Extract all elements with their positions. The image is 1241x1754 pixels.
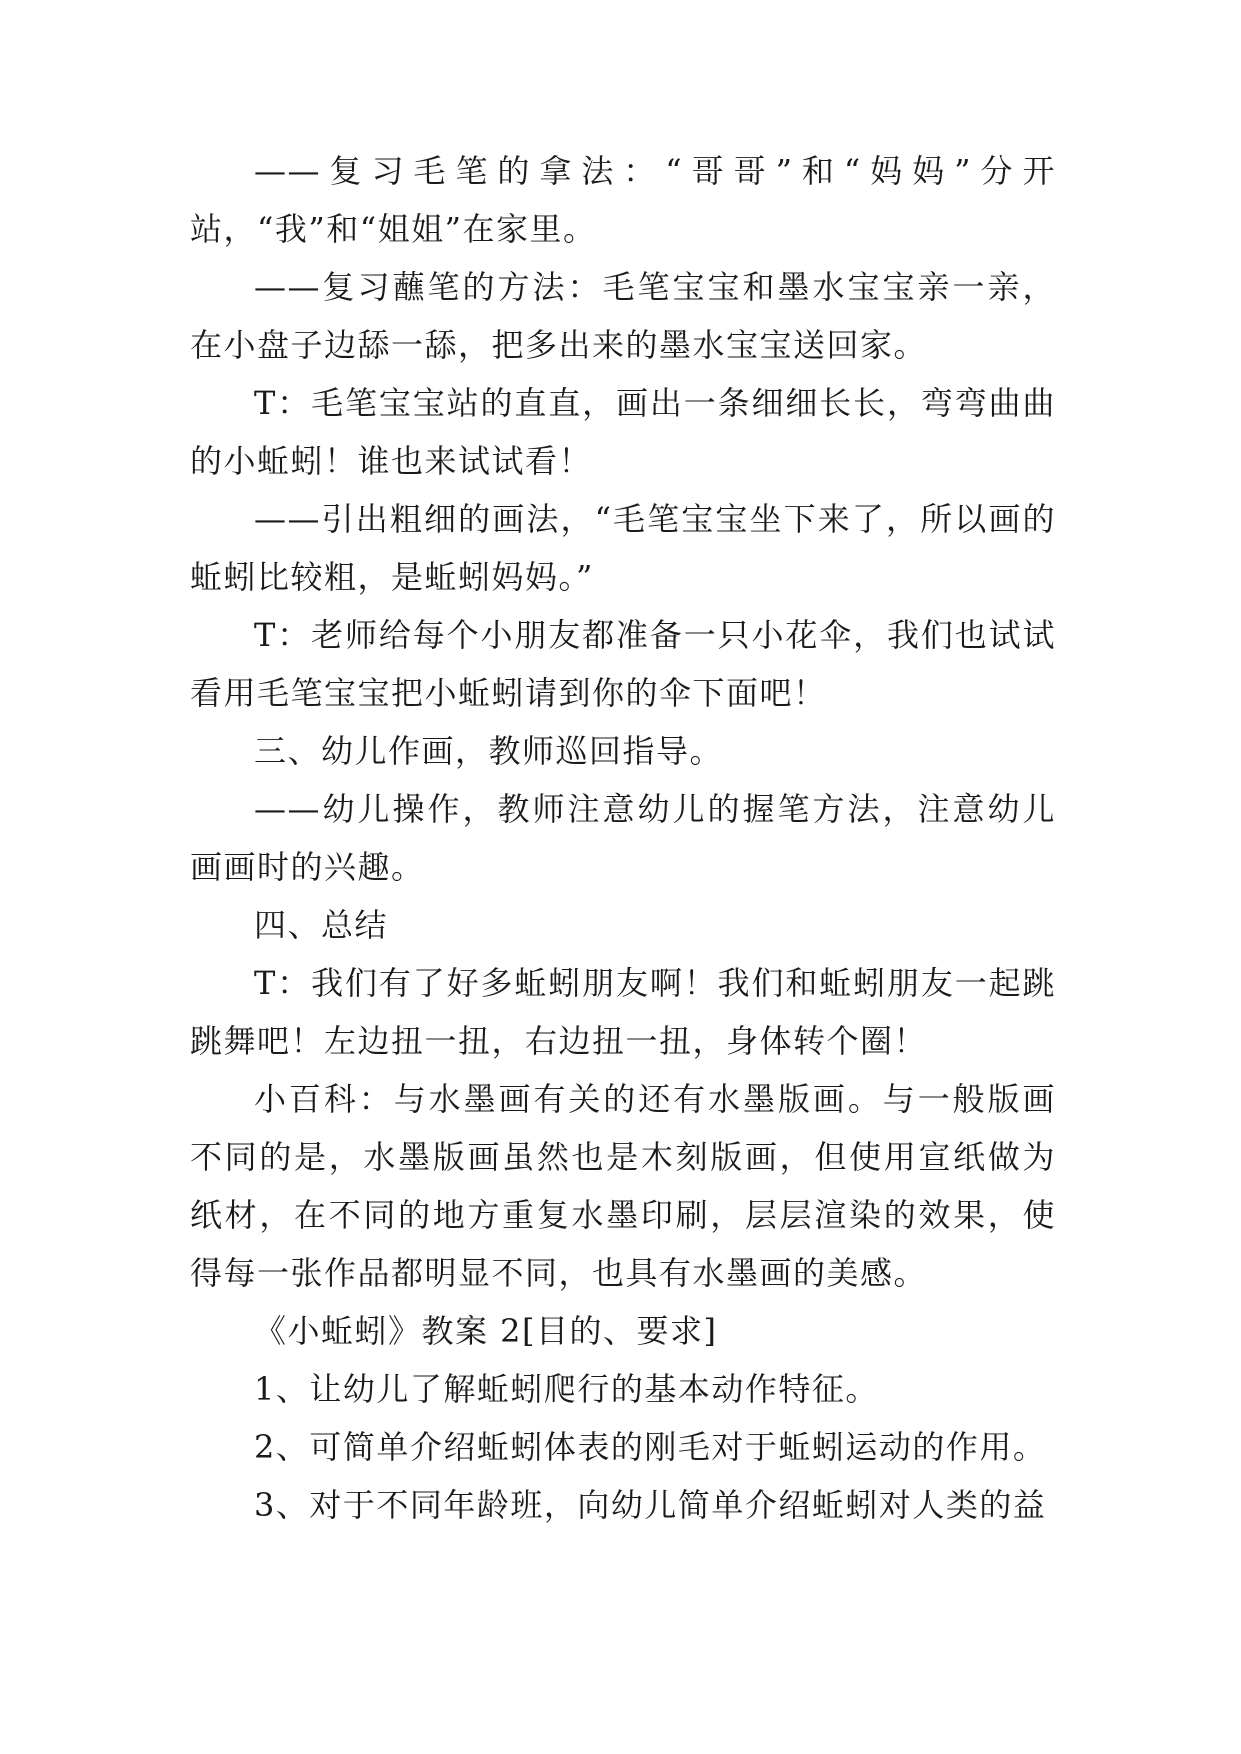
objective-item-1: 1、让幼儿了解蚯蚓爬行的基本动作特征。 xyxy=(254,1370,879,1408)
paragraph-children-operation: ——幼儿操作，教师注意幼儿的握笔方法，注意幼儿画画时的兴趣。 xyxy=(190,790,1056,886)
paragraph-encyclopedia: 小百科：与水墨画有关的还有水墨版画。与一般版画不同的是，水墨版画虽然也是木刻版画，但使用宣纸做为纸材，在不同的地方重复水墨印刷，层层渲染的效果，使得每一张作品都明显不同，也具有水墨画的美感。 xyxy=(190,1080,1056,1292)
paragraph-thick-thin-method: ——引出粗细的画法，“毛笔宝宝坐下来了，所以画的蚯蚓比较粗，是蚯蚓妈妈。” xyxy=(190,500,1056,596)
paragraph-review-brush-holding: ——复习毛笔的拿法：“哥哥”和“妈妈”分开站，“我”和“姐姐”在家里。 xyxy=(190,152,1056,248)
document-body xyxy=(190,142,1056,1534)
lesson-plan-2-heading: 《小蚯蚓》教案 2[目的、要求] xyxy=(254,1312,718,1350)
paragraph-teacher-draw-worm: T：毛笔宝宝站的直直，画出一条细细长长，弯弯曲曲的小蚯蚓！谁也来试试看！ xyxy=(190,384,1056,480)
section-heading-children-drawing: 三、幼儿作画，教师巡回指导。 xyxy=(254,732,724,770)
objective-item-2: 2、可简单介绍蚯蚓体表的刚毛对于蚯蚓运动的作用。 xyxy=(254,1428,1047,1466)
section-heading-summary: 四、总结 xyxy=(254,906,389,944)
paragraph-teacher-dance: T：我们有了好多蚯蚓朋友啊！我们和蚯蚓朋友一起跳跳舞吧！左边扭一扭，右边扭一扭，身体转个圈！ xyxy=(190,964,1056,1060)
paragraph-review-ink-dipping: ——复习蘸笔的方法：毛笔宝宝和墨水宝宝亲一亲，在小盘子边舔一舔，把多出来的墨水宝宝送回家。 xyxy=(190,268,1056,364)
objective-item-3: 3、对于不同年龄班，向幼儿简单介绍蚯蚓对人类的益 xyxy=(254,1486,1047,1524)
paragraph-teacher-umbrella: T：老师给每个小朋友都准备一只小花伞，我们也试试看用毛笔宝宝把小蚯蚓请到你的伞下面吧！ xyxy=(190,616,1056,712)
